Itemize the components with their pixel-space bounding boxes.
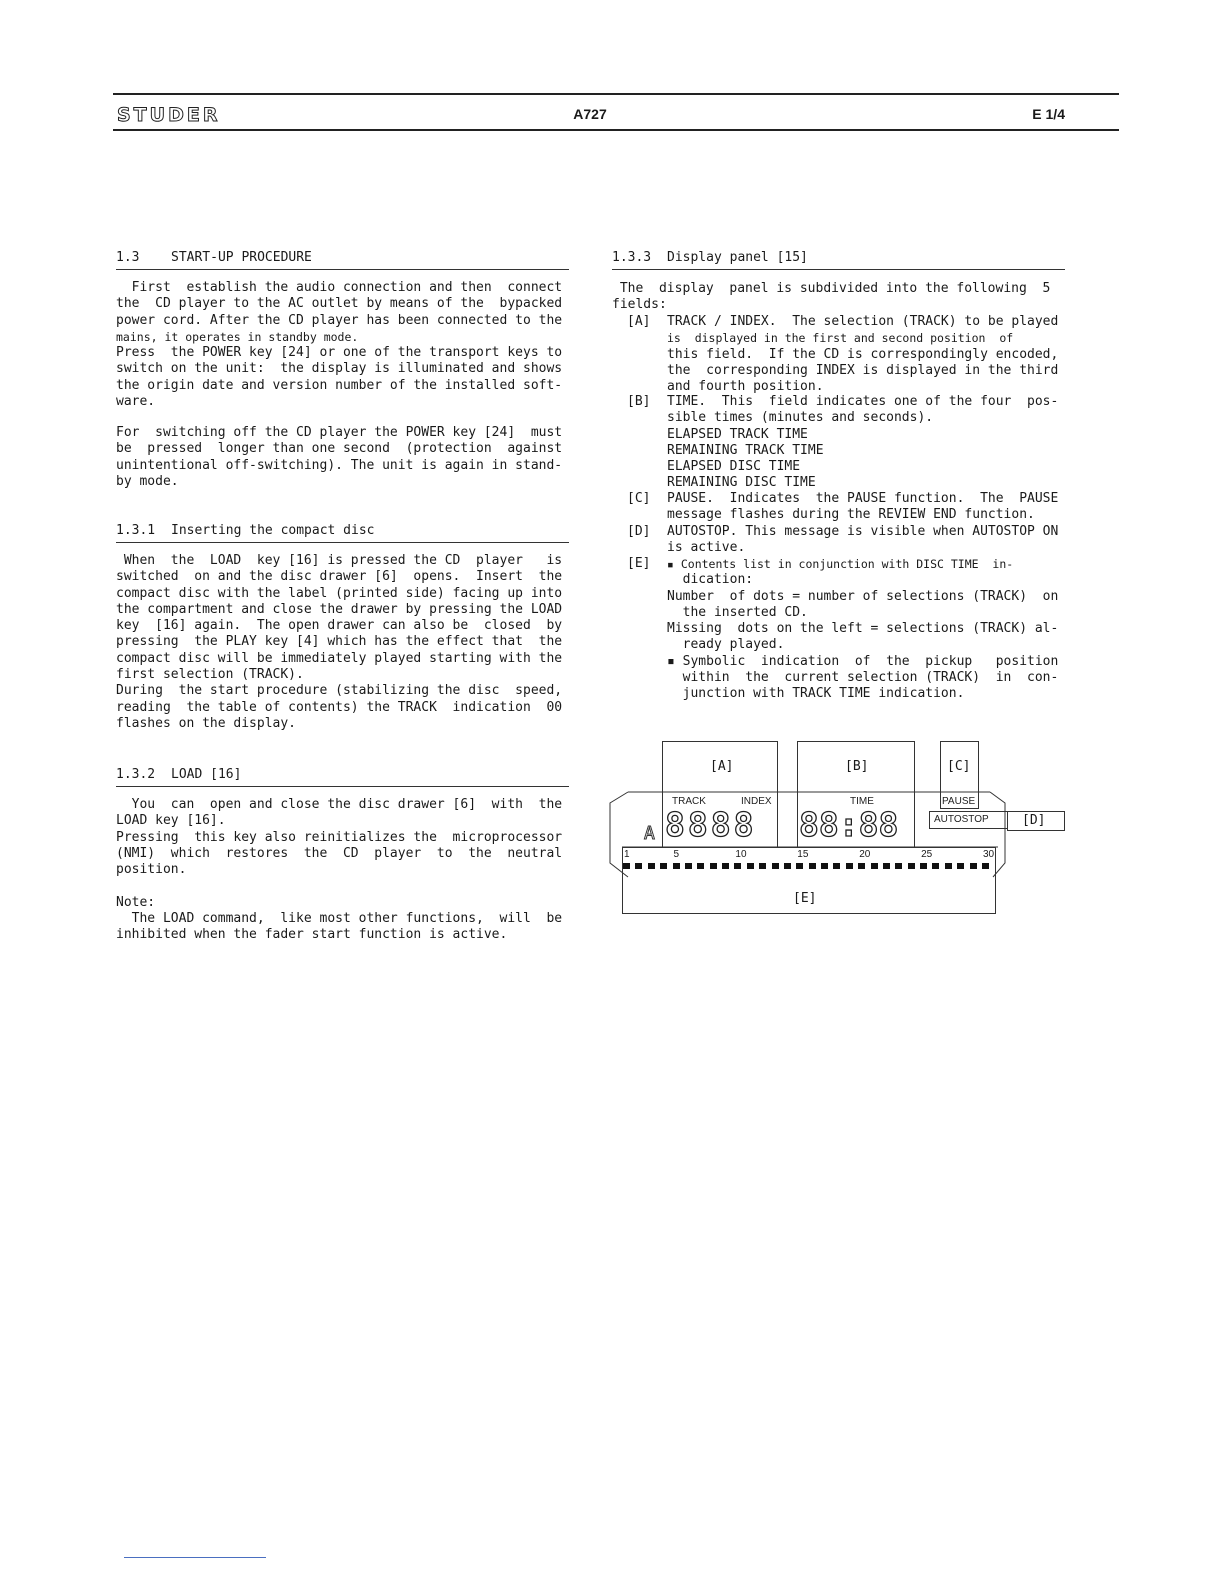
- track-dot: [858, 863, 865, 869]
- section-1-3-number: 1.3: [116, 250, 140, 265]
- field-a-text: [667, 314, 1058, 395]
- lcd-digits-time: 88:88: [799, 805, 899, 844]
- section-1-3-3-rule: [612, 269, 1065, 270]
- text-line: sible times (minutes and seconds).: [667, 410, 934, 426]
- text-line: You can open and close the disc drawer [6] with the: [116, 797, 563, 812]
- text-line: flashes on the display.: [116, 715, 297, 731]
- section-1-3-2-title: LOAD [16]: [171, 767, 242, 782]
- field-b-text: [667, 394, 1058, 492]
- text-line: the inserted CD.: [667, 604, 808, 620]
- text-line: be pressed longer than one second (protection against: [116, 441, 563, 457]
- text-line: switch on the unit: the display is illuminated and shows: [116, 361, 563, 377]
- text-line: ready played.: [667, 637, 785, 653]
- track-dot: [833, 863, 840, 869]
- text-line: ware.: [116, 394, 156, 410]
- text-line: compact disc with the label (printed side) facing up into: [116, 585, 563, 601]
- field-c-tag: [C]: [627, 491, 651, 506]
- track-dot: [883, 863, 890, 869]
- text-line: PAUSE. Indicates the PAUSE function. The PAUSE: [667, 491, 1059, 506]
- section-1-3-2-number: 1.3.2: [116, 767, 156, 782]
- track-dot: [945, 863, 952, 869]
- text-line: pressing the PLAY key [4] which has the effect that the: [116, 634, 563, 650]
- track-dot: [685, 863, 692, 869]
- track-dot: [970, 863, 977, 869]
- callout-label-a: [A]: [710, 759, 734, 774]
- text-line: junction with TRACK TIME indication.: [667, 686, 965, 702]
- track-dot: [660, 863, 667, 869]
- section-1-3-1-rule: [116, 542, 569, 543]
- text-line: Missing dots on the left = selections (TRACK) al-: [667, 621, 1059, 637]
- track-dot: [932, 863, 939, 869]
- header-bottom-rule: [113, 129, 1119, 131]
- track-dot: [920, 863, 927, 869]
- text-line: first selection (TRACK).: [116, 667, 304, 683]
- text-line: The display panel is subdivided into the following 5: [612, 281, 1051, 296]
- header-top-rule: [113, 93, 1119, 95]
- section-1-3-rule: [116, 269, 569, 270]
- footer-link-line: [124, 1557, 266, 1558]
- lcd-autostop-label: AUTOSTOP: [934, 814, 989, 825]
- track-dot: [821, 863, 828, 869]
- display-panel-diagram: [600, 735, 1070, 920]
- text-line: dication:: [667, 572, 754, 588]
- track-dot: [982, 863, 989, 869]
- text-line: ▪ Contents list in conjunction with DISC TIME in-: [667, 557, 1014, 571]
- track-dot: [796, 863, 803, 869]
- lcd-digits-track-index: 8888: [665, 805, 757, 844]
- text-line: AUTOSTOP. This message is visible when AUTOSTOP ON: [667, 524, 1059, 539]
- scale-tick-label: 30: [983, 849, 995, 860]
- callout-label-b: [B]: [845, 759, 869, 774]
- note-paragraph: [116, 911, 562, 944]
- text-line: When the LOAD key [16] is pressed the CD player is: [116, 553, 563, 568]
- text-line: is displayed in the first and second position of: [667, 331, 1014, 346]
- text-line: within the current selection (TRACK) in con-: [667, 670, 1059, 686]
- model-label: A727: [573, 106, 607, 122]
- track-dot: [772, 863, 779, 869]
- field-d-tag: [D]: [627, 524, 651, 539]
- inserting-paragraph: [116, 553, 562, 732]
- lcd-track-label: TRACK: [672, 796, 706, 807]
- track-dot: [895, 863, 902, 869]
- text-line: the CD player to the AC outlet by means of the bypacked: [116, 296, 563, 312]
- track-dot: [784, 863, 791, 869]
- track-dot: [722, 863, 729, 869]
- text-line: Number of dots = number of selections (TRACK) on: [667, 588, 1059, 604]
- scale-tick-label: 25: [921, 849, 933, 860]
- text-line: position.: [116, 862, 187, 878]
- text-line: fields:: [612, 297, 667, 313]
- startup-paragraph-2: [116, 425, 562, 490]
- text-line: REMAINING TRACK TIME: [667, 442, 824, 458]
- text-line: ELAPSED DISC TIME: [667, 459, 801, 475]
- track-dot: [673, 863, 680, 869]
- lcd-index-label: INDEX: [741, 796, 772, 807]
- section-1-3-2-rule: [116, 786, 569, 787]
- text-line: reading the table of contents) the TRACK indication 00: [116, 699, 563, 715]
- text-line: ▪ Symbolic indication of the pickup position: [667, 653, 1059, 669]
- scale-tick-label: 1: [624, 849, 630, 860]
- section-1-3-3-title: Display panel [15]: [667, 250, 808, 265]
- text-line: the corresponding INDEX is displayed in the third: [667, 362, 1059, 378]
- lcd-time-label: TIME: [850, 796, 874, 807]
- track-dot: [957, 863, 964, 869]
- text-line: key [16] again. The open drawer can also be closed by: [116, 618, 563, 634]
- track-dot: [759, 863, 766, 869]
- track-dot: [908, 863, 915, 869]
- text-line: Press the POWER key [24] or one of the transport keys to: [116, 345, 563, 361]
- text-line: the compartment and close the drawer by pressing the LOAD: [116, 601, 563, 617]
- text-line: power cord. After the CD player has been connected to the: [116, 312, 563, 328]
- text-line: is active.: [667, 540, 746, 556]
- track-dot: [648, 863, 655, 869]
- section-1-3-1-title: Inserting the compact disc: [171, 523, 375, 538]
- scale-tick-label: 5: [673, 849, 680, 860]
- track-dot: [623, 863, 630, 869]
- section-1-3-3-number: 1.3.3: [612, 250, 652, 265]
- page-number: E 1/4: [1032, 106, 1065, 122]
- text-line: Pressing this key also reinitializes the microprocessor: [116, 829, 563, 845]
- text-line: REMAINING DISC TIME: [667, 475, 816, 491]
- callout-label-e: [E]: [793, 891, 817, 906]
- display-intro-paragraph: [612, 281, 1050, 314]
- track-dot: [734, 863, 741, 869]
- track-dot: [871, 863, 878, 869]
- field-b-tag: [B]: [627, 394, 651, 409]
- lcd-pause-label: PAUSE: [942, 796, 976, 807]
- field-e-text: [667, 556, 1058, 703]
- text-line: by mode.: [116, 473, 179, 489]
- text-line: mains, it operates in standby mode.: [116, 329, 359, 344]
- text-line: this field. If the CD is correspondingly encoded,: [667, 346, 1059, 362]
- text-line: First establish the audio connection and then connect: [116, 280, 563, 295]
- field-e-tag: [E]: [627, 556, 651, 571]
- text-line: ELAPSED TRACK TIME: [667, 426, 808, 442]
- field-d-text: [667, 524, 1058, 557]
- text-line: TIME. This field indicates one of the four pos-: [667, 394, 1059, 409]
- text-line: compact disc will be immediately played starting with the: [116, 650, 563, 666]
- scale-tick-label: 15: [797, 849, 809, 860]
- scale-tick-label: 20: [859, 849, 871, 860]
- field-a-tag: [A]: [627, 314, 651, 329]
- text-line: and fourth position.: [667, 379, 824, 395]
- text-line: During the start procedure (stabilizing the disc speed,: [116, 683, 563, 699]
- text-line: The LOAD command, like most other functions, will be: [116, 911, 563, 926]
- note-label: Note:: [116, 895, 156, 910]
- track-dot: [747, 863, 754, 869]
- text-line: unintentional off-switching). The unit is again in stand-: [116, 457, 563, 473]
- scale-tick-label: 10: [735, 849, 747, 860]
- text-line: For switching off the CD player the POWER key [24] must: [116, 425, 563, 440]
- field-c-text: [667, 491, 1058, 524]
- text-line: switched on and the disc drawer [6] opens. Insert the: [116, 569, 563, 585]
- track-dot: [710, 863, 717, 869]
- text-line: message flashes during the REVIEW END function.: [667, 507, 1035, 523]
- callout-label-c: [C]: [947, 759, 971, 774]
- load-paragraph: [116, 797, 562, 878]
- lcd-small-a-indicator: A: [644, 823, 655, 844]
- text-line: TRACK / INDEX. The selection (TRACK) to be played: [667, 314, 1059, 329]
- text-line: the origin date and version number of the installed soft-: [116, 377, 563, 393]
- text-line: inhibited when the fader start function is active.: [116, 927, 508, 943]
- track-dot: [846, 863, 853, 869]
- section-1-3-1-number: 1.3.1: [116, 523, 156, 538]
- track-dot: [635, 863, 642, 869]
- track-dot: [697, 863, 704, 869]
- section-1-3-title: START-UP PROCEDURE: [171, 250, 312, 265]
- text-line: (NMI) which restores the CD player to the neutral: [116, 845, 563, 861]
- track-dot: [809, 863, 816, 869]
- text-line: LOAD key [16].: [116, 813, 226, 829]
- startup-paragraph-1: [116, 280, 562, 410]
- callout-label-d: [D]: [1022, 813, 1046, 828]
- brand-logo: STUDER: [117, 104, 221, 126]
